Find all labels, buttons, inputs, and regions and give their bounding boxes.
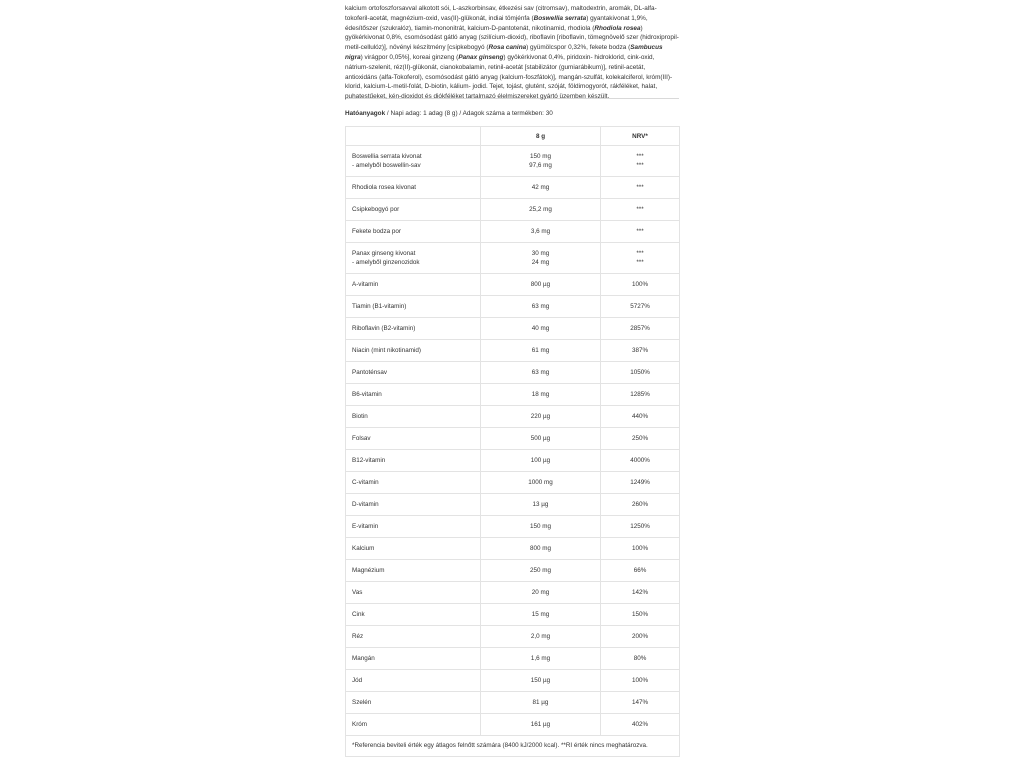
ingredient-species-name: Panax ginseng bbox=[458, 53, 504, 61]
nutrient-name-cell bbox=[346, 406, 481, 428]
ingredient-text: ) gyökérkivonat 0,4%, piridoxin- hidroklorid, cink-oxid, nátrium-szelenit, réz(II)-glükonát, cianokobalamin, retinil-acetát [stabilizátor (gumiarábikum)], retinil-acetát, antioxidáns (alfa-Tokoferol), csomósodást gátló anyag (kalcium-foszfátok)], mangán-szulfát, kolekalciferol, króm(III)-klorid, kalcium-L-metil-folát, D-biotin, kálium- jodid. Tejet, tojást, glutént, szóját, földimogyorót, rákféléket, halat, puhatestűeket, kén-dioxidot és diókféléket tartalmazó élelmiszereket gyártó üzemben készült. bbox=[345, 53, 673, 101]
nutrient-name: C-vitamin bbox=[352, 479, 379, 486]
nutrient-name: E-vitamin bbox=[352, 523, 379, 530]
table-row bbox=[346, 494, 680, 516]
nutrient-name-cell bbox=[346, 340, 481, 362]
nutrient-amount-cell bbox=[481, 296, 601, 318]
nutrient-amount: 81 µg bbox=[532, 699, 549, 706]
table-row bbox=[346, 604, 680, 626]
nutrient-nrv: 66% bbox=[633, 567, 647, 574]
nutrient-name-cell bbox=[346, 604, 481, 626]
nutrient-amount: 97,6 mg bbox=[529, 162, 552, 169]
nutrient-nrv: 100% bbox=[631, 545, 649, 552]
nutrient-name: Boswellia serrata kivonat bbox=[352, 153, 422, 160]
nutrition-table bbox=[345, 126, 680, 736]
table-row bbox=[346, 670, 680, 692]
nutrient-name-cell bbox=[346, 626, 481, 648]
nutrient-nrv: 142% bbox=[631, 589, 649, 596]
nutrient-nrv-cell bbox=[601, 428, 680, 450]
nutrient-name: - amelyből ginzenozidok bbox=[352, 259, 420, 266]
nutrient-nrv-cell bbox=[601, 406, 680, 428]
nutrient-name: Szelén bbox=[352, 699, 372, 706]
nutrient-name: Pantoténsav bbox=[352, 369, 388, 376]
nutrient-name: Riboflavin (B2-vitamin) bbox=[352, 325, 416, 332]
nutrient-amount: 500 µg bbox=[530, 435, 551, 442]
nutrient-amount: 30 mg bbox=[531, 250, 550, 257]
nutrient-nrv-cell bbox=[601, 340, 680, 362]
nutrient-nrv: *** bbox=[636, 250, 644, 257]
nutrient-amount: 800 µg bbox=[530, 281, 551, 288]
nutrient-amount-cell bbox=[481, 243, 601, 274]
nutrient-nrv: 147% bbox=[631, 699, 649, 706]
nutrient-amount: 18 mg bbox=[531, 391, 550, 398]
nutrient-amount: 150 mg bbox=[529, 523, 551, 530]
nutrient-name: Magnézium bbox=[352, 567, 385, 574]
nutrient-amount: 100 µg bbox=[530, 457, 551, 464]
nutrient-amount-cell bbox=[481, 384, 601, 406]
nutrient-name-cell bbox=[346, 450, 481, 472]
nutrient-amount-cell bbox=[481, 692, 601, 714]
table-row bbox=[346, 428, 680, 450]
nutrient-nrv: *** bbox=[636, 162, 644, 169]
ingredient-text: ) gyümölcspor 0,32%, fekete bodza ( bbox=[526, 44, 631, 52]
nutrient-amount: 20 mg bbox=[531, 589, 550, 596]
product-info bbox=[345, 0, 679, 757]
table-row bbox=[346, 560, 680, 582]
nutrient-name-cell bbox=[346, 472, 481, 494]
nutrient-amount-cell bbox=[481, 146, 601, 177]
header-nrv: NRV* bbox=[601, 127, 680, 146]
nutrient-amount-cell bbox=[481, 582, 601, 604]
nutrient-amount: 63 mg bbox=[531, 369, 550, 376]
nutrient-amount-cell bbox=[481, 428, 601, 450]
nutrient-nrv: 200% bbox=[631, 633, 649, 640]
ingredients-text bbox=[345, 0, 679, 101]
nutrient-amount-cell bbox=[481, 472, 601, 494]
nutrient-nrv: 150% bbox=[631, 611, 649, 618]
ingredient-text: kalcium ortofoszforsavval alkotott sói, L-aszkorbinsav, étkezési sav (citromsav), maltodextrin, aromák, DL-alfa-tokoferil-acetát, magnézium-oxid, vas(II)-glükonát, indiai tömjénfa ( bbox=[345, 5, 657, 22]
nutrient-name-cell bbox=[346, 538, 481, 560]
serving-info bbox=[345, 102, 679, 126]
nutrient-name: Króm bbox=[352, 721, 368, 728]
nutrient-name-cell bbox=[346, 516, 481, 538]
nutrient-amount: 150 mg bbox=[529, 153, 551, 160]
ingredient-text: ) gyökérkivonat 0,8%, csomósodást gátló anyag (szilícium-dioxid), riboflavin [riboflavin, tömegnövelő szer (hidroxipropil-metil-cellulóz)], növényi készítmény [csipkebogyó ( bbox=[345, 24, 679, 52]
nutrient-nrv-cell bbox=[601, 626, 680, 648]
nutrient-name: Panax ginseng kivonat bbox=[352, 250, 416, 257]
nutrient-nrv: *** bbox=[636, 153, 644, 160]
nutrient-amount: 161 µg bbox=[530, 721, 551, 728]
nutrient-amount-cell bbox=[481, 177, 601, 199]
nutrient-name: B12-vitamin bbox=[352, 457, 386, 464]
nutrient-amount: 150 µg bbox=[530, 677, 551, 684]
nutrient-amount: 1,6 mg bbox=[530, 655, 551, 662]
nutrient-amount: 15 mg bbox=[531, 611, 550, 618]
nutrient-amount-cell bbox=[481, 199, 601, 221]
table-row bbox=[346, 692, 680, 714]
nutrient-nrv: 1050% bbox=[630, 369, 650, 376]
table-row bbox=[346, 362, 680, 384]
nutrient-name-cell bbox=[346, 221, 481, 243]
nutrition-table-body bbox=[346, 146, 680, 736]
nutrient-amount: 250 mg bbox=[529, 567, 551, 574]
nutrient-nrv-cell bbox=[601, 177, 680, 199]
nutrient-nrv: 1250% bbox=[630, 523, 650, 530]
nutrient-nrv: 80% bbox=[633, 655, 647, 662]
nutrient-nrv: 440% bbox=[631, 413, 649, 420]
nutrient-nrv-cell bbox=[601, 362, 680, 384]
nutrient-amount-cell bbox=[481, 450, 601, 472]
nutrient-name: Csipkebogyó por bbox=[352, 206, 400, 213]
nutrient-name-cell bbox=[346, 318, 481, 340]
ingredient-species-name: Rosa canina bbox=[488, 44, 527, 52]
nutrient-nrv-cell bbox=[601, 221, 680, 243]
nutrient-amount: 63 mg bbox=[531, 303, 550, 310]
nutrient-name: Folsav bbox=[352, 435, 371, 442]
nutrient-name: A-vitamin bbox=[352, 281, 379, 288]
nutrient-nrv-cell bbox=[601, 384, 680, 406]
nutrient-nrv: 260% bbox=[631, 501, 649, 508]
nutrient-nrv: 402% bbox=[631, 721, 649, 728]
ingredient-text: ) virágpor 0,05%], koreai ginzeng ( bbox=[360, 53, 459, 61]
nutrient-name-cell bbox=[346, 582, 481, 604]
table-row bbox=[346, 406, 680, 428]
nutrient-name: Fekete bodza por bbox=[352, 228, 402, 235]
nutrient-name: B6-vitamin bbox=[352, 391, 382, 398]
nutrient-name: Mangán bbox=[352, 655, 375, 662]
nutrient-amount: 25,2 mg bbox=[529, 206, 552, 213]
table-row bbox=[346, 384, 680, 406]
nutrient-amount-cell bbox=[481, 604, 601, 626]
table-row bbox=[346, 582, 680, 604]
table-row bbox=[346, 221, 680, 243]
nutrient-name-cell bbox=[346, 692, 481, 714]
nutrient-nrv: 1249% bbox=[630, 479, 650, 486]
nutrient-name: Vas bbox=[352, 589, 363, 596]
table-row bbox=[346, 177, 680, 199]
serving-text: / Napi adag: 1 adag (8 g) / Adagok száma a termékben: 30 bbox=[385, 110, 553, 117]
nutrient-name-cell bbox=[346, 177, 481, 199]
nutrient-amount: 1000 mg bbox=[528, 479, 553, 486]
nutrient-amount: 13 µg bbox=[532, 501, 549, 508]
nutrient-nrv-cell bbox=[601, 450, 680, 472]
nutrient-name-cell bbox=[346, 296, 481, 318]
nutrient-name-cell bbox=[346, 560, 481, 582]
nutrient-nrv-cell bbox=[601, 648, 680, 670]
nutrient-amount: 3,6 mg bbox=[530, 228, 551, 235]
nutrient-nrv-cell bbox=[601, 318, 680, 340]
nutrient-amount: 220 µg bbox=[530, 413, 551, 420]
nutrient-amount-cell bbox=[481, 516, 601, 538]
table-row bbox=[346, 450, 680, 472]
nutrient-name-cell bbox=[346, 428, 481, 450]
nutrient-amount-cell bbox=[481, 626, 601, 648]
nutrient-amount: 800 mg bbox=[529, 545, 551, 552]
nutrient-nrv: 100% bbox=[631, 677, 649, 684]
nutrient-name-cell bbox=[346, 362, 481, 384]
nutrient-nrv-cell bbox=[601, 274, 680, 296]
ingredient-species-name: Boswellia serrata bbox=[533, 14, 587, 22]
nutrient-amount: 2,0 mg bbox=[530, 633, 551, 640]
table-row bbox=[346, 199, 680, 221]
nutrient-amount: 61 mg bbox=[531, 347, 550, 354]
nutrient-name: - amelyből boswellin-sav bbox=[352, 162, 421, 169]
nutrient-name-cell bbox=[346, 648, 481, 670]
table-row bbox=[346, 340, 680, 362]
nutrient-name: Tiamin (B1-vitamin) bbox=[352, 303, 407, 310]
nutrient-amount: 40 mg bbox=[531, 325, 550, 332]
footnote: *Referencia beviteli érték egy átlagos felnőtt számára (8400 kJ/2000 kcal). **RI érték nincs meghatározva. bbox=[345, 736, 680, 757]
nutrient-amount-cell bbox=[481, 318, 601, 340]
nutrient-amount: 42 mg bbox=[531, 184, 550, 191]
nutrient-name-cell bbox=[346, 670, 481, 692]
nutrient-nrv: 100% bbox=[631, 281, 649, 288]
table-header-row bbox=[346, 127, 680, 146]
nutrient-nrv: *** bbox=[636, 228, 644, 235]
nutrient-name: Kalcium bbox=[352, 545, 375, 552]
nutrient-nrv-cell bbox=[601, 296, 680, 318]
table-row bbox=[346, 516, 680, 538]
nutrient-nrv: 250% bbox=[631, 435, 649, 442]
nutrient-nrv: 4000% bbox=[630, 457, 650, 464]
nutrient-amount-cell bbox=[481, 340, 601, 362]
nutrient-nrv-cell bbox=[601, 146, 680, 177]
nutrient-name-cell bbox=[346, 494, 481, 516]
nutrient-name: Cink bbox=[352, 611, 365, 618]
nutrient-nrv-cell bbox=[601, 538, 680, 560]
nutrient-name: D-vitamin bbox=[352, 501, 379, 508]
ingredient-species-name: Sambucus nigra bbox=[345, 44, 663, 61]
table-row bbox=[346, 472, 680, 494]
nutrient-amount-cell bbox=[481, 362, 601, 384]
header-amount: 8 g bbox=[481, 127, 601, 146]
nutrient-amount-cell bbox=[481, 648, 601, 670]
table-row bbox=[346, 296, 680, 318]
nutrient-nrv-cell bbox=[601, 692, 680, 714]
nutrient-name-cell bbox=[346, 243, 481, 274]
nutrient-name-cell bbox=[346, 274, 481, 296]
nutrient-amount-cell bbox=[481, 560, 601, 582]
nutrient-name: Niacin (mint nikotinamid) bbox=[352, 347, 421, 354]
nutrient-amount-cell bbox=[481, 274, 601, 296]
table-row bbox=[346, 714, 680, 736]
serving-label: Hatóanyagok bbox=[345, 110, 386, 117]
nutrient-amount-cell bbox=[481, 670, 601, 692]
nutrient-nrv: *** bbox=[636, 184, 644, 191]
nutrient-nrv-cell bbox=[601, 494, 680, 516]
nutrient-name-cell bbox=[346, 714, 481, 736]
nutrient-nrv-cell bbox=[601, 516, 680, 538]
nutrient-nrv: 5727% bbox=[630, 303, 650, 310]
nutrient-nrv: *** bbox=[636, 259, 644, 266]
table-row bbox=[346, 146, 680, 177]
nutrient-name: Réz bbox=[352, 633, 364, 640]
nutrient-amount-cell bbox=[481, 538, 601, 560]
header-name bbox=[346, 127, 481, 146]
table-row bbox=[346, 274, 680, 296]
nutrient-nrv: 387% bbox=[631, 347, 649, 354]
nutrient-nrv-cell bbox=[601, 472, 680, 494]
table-row bbox=[346, 318, 680, 340]
nutrient-nrv: 2857% bbox=[630, 325, 650, 332]
nutrient-amount-cell bbox=[481, 714, 601, 736]
nutrient-name: Rhodiola rosea kivonat bbox=[352, 184, 417, 191]
nutrient-name-cell bbox=[346, 384, 481, 406]
nutrient-name: Biotin bbox=[352, 413, 368, 420]
nutrient-nrv-cell bbox=[601, 582, 680, 604]
table-row bbox=[346, 626, 680, 648]
nutrient-nrv: 1285% bbox=[630, 391, 650, 398]
nutrient-amount-cell bbox=[481, 494, 601, 516]
ingredient-species-name: Rhodiola rosea bbox=[594, 24, 641, 32]
nutrient-amount-cell bbox=[481, 221, 601, 243]
nutrient-nrv-cell bbox=[601, 243, 680, 274]
ingredient-text: ) gyantakivonat 1,9%, édesítőszer (szukralóz), tiamin-mononitrát, kalcium-D-pantotenát, nikotinamid, rhodiola ( bbox=[345, 14, 648, 32]
nutrient-nrv-cell bbox=[601, 670, 680, 692]
nutrient-nrv-cell bbox=[601, 199, 680, 221]
nutrient-nrv-cell bbox=[601, 714, 680, 736]
nutrient-nrv: *** bbox=[636, 206, 644, 213]
nutrient-name: Jód bbox=[352, 677, 363, 684]
table-row bbox=[346, 538, 680, 560]
nutrient-nrv-cell bbox=[601, 604, 680, 626]
table-row bbox=[346, 648, 680, 670]
nutrient-name-cell bbox=[346, 146, 481, 177]
nutrient-amount-cell bbox=[481, 406, 601, 428]
table-row bbox=[346, 243, 680, 274]
nutrient-name-cell bbox=[346, 199, 481, 221]
nutrient-amount: 24 mg bbox=[531, 259, 550, 266]
nutrient-nrv-cell bbox=[601, 560, 680, 582]
